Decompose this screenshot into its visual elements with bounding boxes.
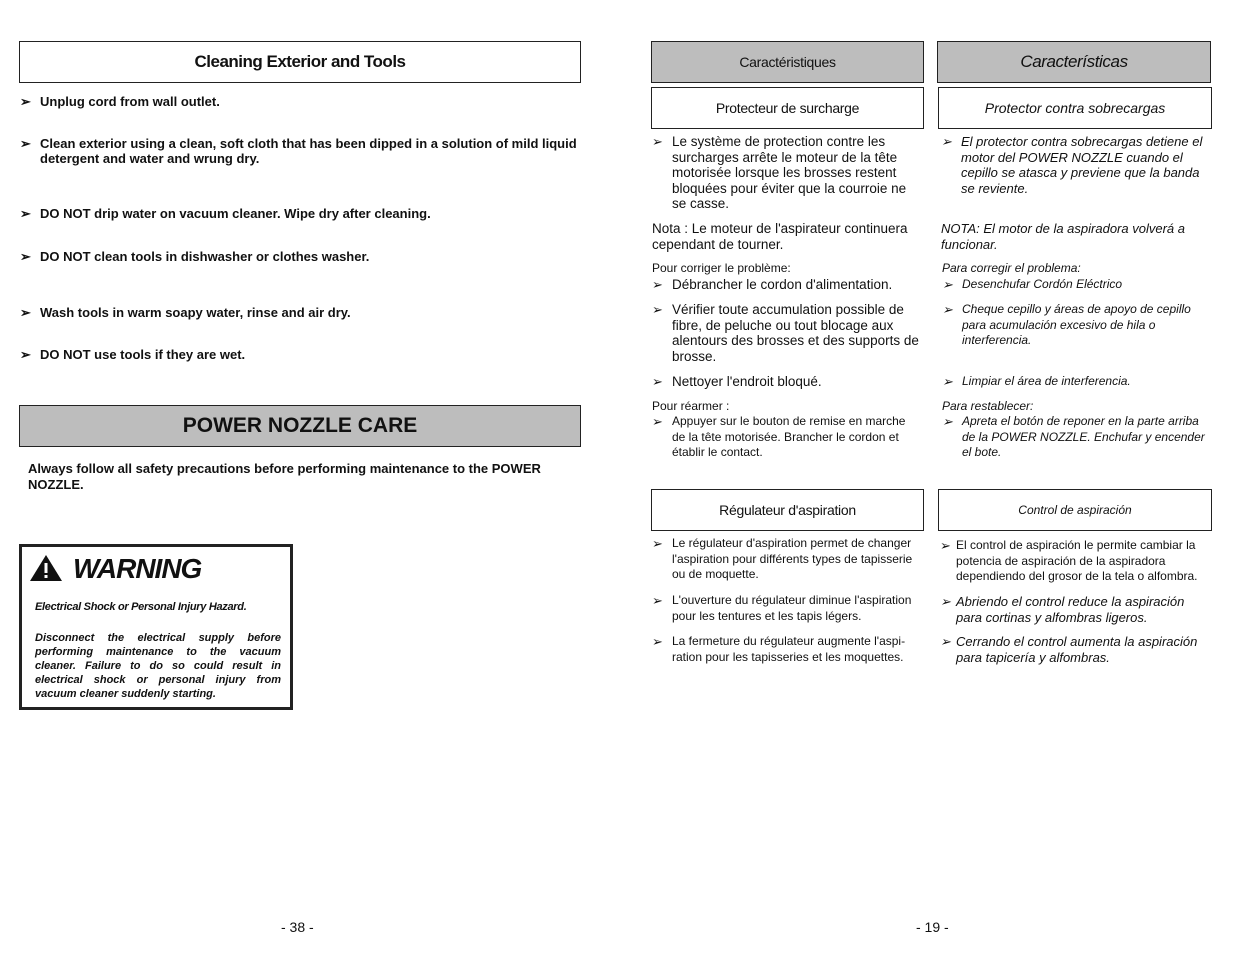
list-item: ➢ DO NOT use tools if they are wet. <box>20 347 246 362</box>
list-item: ➢ Appuyer sur le bouton de remise en marche de la tête motorisée. Brancher le cordon et établir le contact. <box>652 414 906 459</box>
list-item: ➢ Vérifier toute accumulation possible de fibre, de peluche ou tout blocage aux alentours des brosses et des supports de brosse. <box>652 302 919 364</box>
bullet-arrow-icon: ➢ <box>20 347 31 362</box>
french-sub1-box <box>651 87 924 129</box>
spanish-header: Características <box>1020 52 1128 71</box>
french-sub2: Régulateur d'aspiration <box>719 502 856 518</box>
list-item: ➢ La fermeture du régulateur augmente l'aspi-ration pour les tapisseries et les moquettes. <box>652 634 906 664</box>
bullet-arrow-icon: ➢ <box>652 277 663 292</box>
spanish-correct-label: Para corregir el problema: <box>942 261 1081 275</box>
bullet-arrow-icon: ➢ <box>652 593 663 608</box>
warning-hazard: Electrical Shock or Personal Injury Hazard. <box>35 601 247 613</box>
list-item: ➢ Cheque cepillo y áreas de apoyo de cepillo para acumulación excesivo de hila o interferencia. <box>942 302 1191 347</box>
bullet-arrow-icon: ➢ <box>940 634 951 649</box>
spanish-header-box <box>937 41 1211 83</box>
bullet-arrow-icon: ➢ <box>652 536 663 551</box>
bullet-arrow-icon: ➢ <box>652 374 663 389</box>
spanish-sub1: Protector contra sobrecargas <box>984 100 1166 116</box>
bullet-arrow-icon: ➢ <box>940 538 951 553</box>
list-item: ➢ DO NOT drip water on vacuum cleaner. Wipe dry after cleaning. <box>20 206 431 221</box>
bullet-arrow-icon: ➢ <box>940 594 951 609</box>
bullet-arrow-icon: ➢ <box>652 414 663 429</box>
warning-box <box>19 544 293 710</box>
bullet-arrow-icon: ➢ <box>942 414 953 429</box>
list-item: ➢ Limpiar el área de interferencia. <box>942 374 1131 389</box>
spanish-sub2-box <box>938 489 1212 531</box>
list-item: ➢ El protector contra sobrecargas detiene el motor del POWER NOZZLE cuando el cepillo se atasca y previene que la banda se reviente. <box>941 134 1203 196</box>
list-item: ➢ Le système de protection contre les surcharges arrête le moteur de la tête motorisée lorsque les brosses restent bloquées pour éviter que la courroie ne se casse. <box>652 134 907 211</box>
list-item: ➢ Unplug cord from wall outlet. <box>20 94 220 109</box>
bullet-arrow-icon: ➢ <box>652 302 663 317</box>
spanish-sub1-box <box>938 87 1212 129</box>
french-sub1: Protecteur de surcharge <box>715 100 860 116</box>
list-item: ➢ Apreta el botón de reponer en la parte arriba de la POWER NOZZLE. Enchufar y encender el bote. <box>942 414 1205 459</box>
page-number-right: - 19 - <box>916 919 949 935</box>
bullet-arrow-icon: ➢ <box>20 305 31 320</box>
power-nozzle-title: POWER NOZZLE CARE <box>182 414 418 437</box>
bullet-arrow-icon: ➢ <box>941 134 952 149</box>
spanish-sub2: Control de aspiración <box>1018 503 1132 517</box>
french-header: Caractéristiques <box>739 54 836 70</box>
page-number-left: - 38 - <box>281 919 314 935</box>
warning-triangle-icon <box>29 554 63 582</box>
bullet-arrow-icon: ➢ <box>942 277 953 292</box>
warning-body: Disconnect the electrical supply before performing maintenance to the vacuum cleaner. Failure to do so could result in electrical shock or personal injury from vacuum cleaner suddenly starting. <box>35 632 281 700</box>
list-item: ➢ DO NOT clean tools in dishwasher or clothes washer. <box>20 249 370 264</box>
list-item: ➢ Abriendo el control reduce la aspiración para cortinas y alfombras ligeros. <box>940 594 1185 625</box>
cleaning-title: Cleaning Exterior and Tools <box>194 52 406 71</box>
warning-title: WARNING <box>73 553 202 584</box>
list-item: ➢ Desenchufar Cordón Eléctrico <box>942 277 1123 292</box>
french-sub2-box <box>651 489 924 531</box>
bullet-arrow-icon: ➢ <box>942 302 953 317</box>
bullet-arrow-icon: ➢ <box>20 94 31 109</box>
list-item: ➢ Clean exterior using a clean, soft cloth that has been dipped in a solution of mild liquid detergent and water and wrung dry. <box>20 136 577 166</box>
list-item: ➢ Wash tools in warm soapy water, rinse and air dry. <box>20 305 351 320</box>
list-item: ➢ Le régulateur d'aspiration permet de changer l'aspiration pour différents types de tapisserie ou de moquette. <box>652 536 913 581</box>
bullet-arrow-icon: ➢ <box>20 206 31 221</box>
power-nozzle-intro: Always follow all safety precautions before performing maintenance to the POWER NOZZLE. <box>28 461 541 492</box>
bullet-arrow-icon: ➢ <box>942 374 953 389</box>
bullet-arrow-icon: ➢ <box>652 634 663 649</box>
list-item: ➢ Débrancher le cordon d'alimentation. <box>652 277 893 292</box>
bullet-arrow-icon: ➢ <box>20 249 31 264</box>
bullet-arrow-icon: ➢ <box>20 136 31 151</box>
french-reset-label: Pour réarmer : <box>652 399 730 413</box>
power-nozzle-title-box <box>19 405 581 447</box>
bullet-arrow-icon: ➢ <box>652 134 663 149</box>
spanish-nota: NOTA: El motor de la aspiradora volverá a funcionar. <box>941 221 1185 252</box>
french-header-box <box>651 41 924 83</box>
cleaning-title-box <box>19 41 581 83</box>
list-item: ➢ Nettoyer l'endroit bloqué. <box>652 374 822 389</box>
list-item: ➢ El control de aspiración le permite cambiar la potencia de aspiración de la aspiradora dependiendo del grosor de la tela o alfombra. <box>940 538 1198 583</box>
french-correct-label: Pour corriger le problème: <box>652 261 791 275</box>
spanish-reset-label: Para restablecer: <box>942 399 1034 413</box>
list-item: ➢ L'ouverture du régulateur diminue l'aspiration pour les tentures et les tapis légers. <box>652 593 912 623</box>
list-item: ➢ Cerrando el control aumenta la aspiración para tapicería y alfombras. <box>940 634 1198 665</box>
french-nota: Nota : Le moteur de l'aspirateur continuera cependant de tourner. <box>652 221 908 252</box>
